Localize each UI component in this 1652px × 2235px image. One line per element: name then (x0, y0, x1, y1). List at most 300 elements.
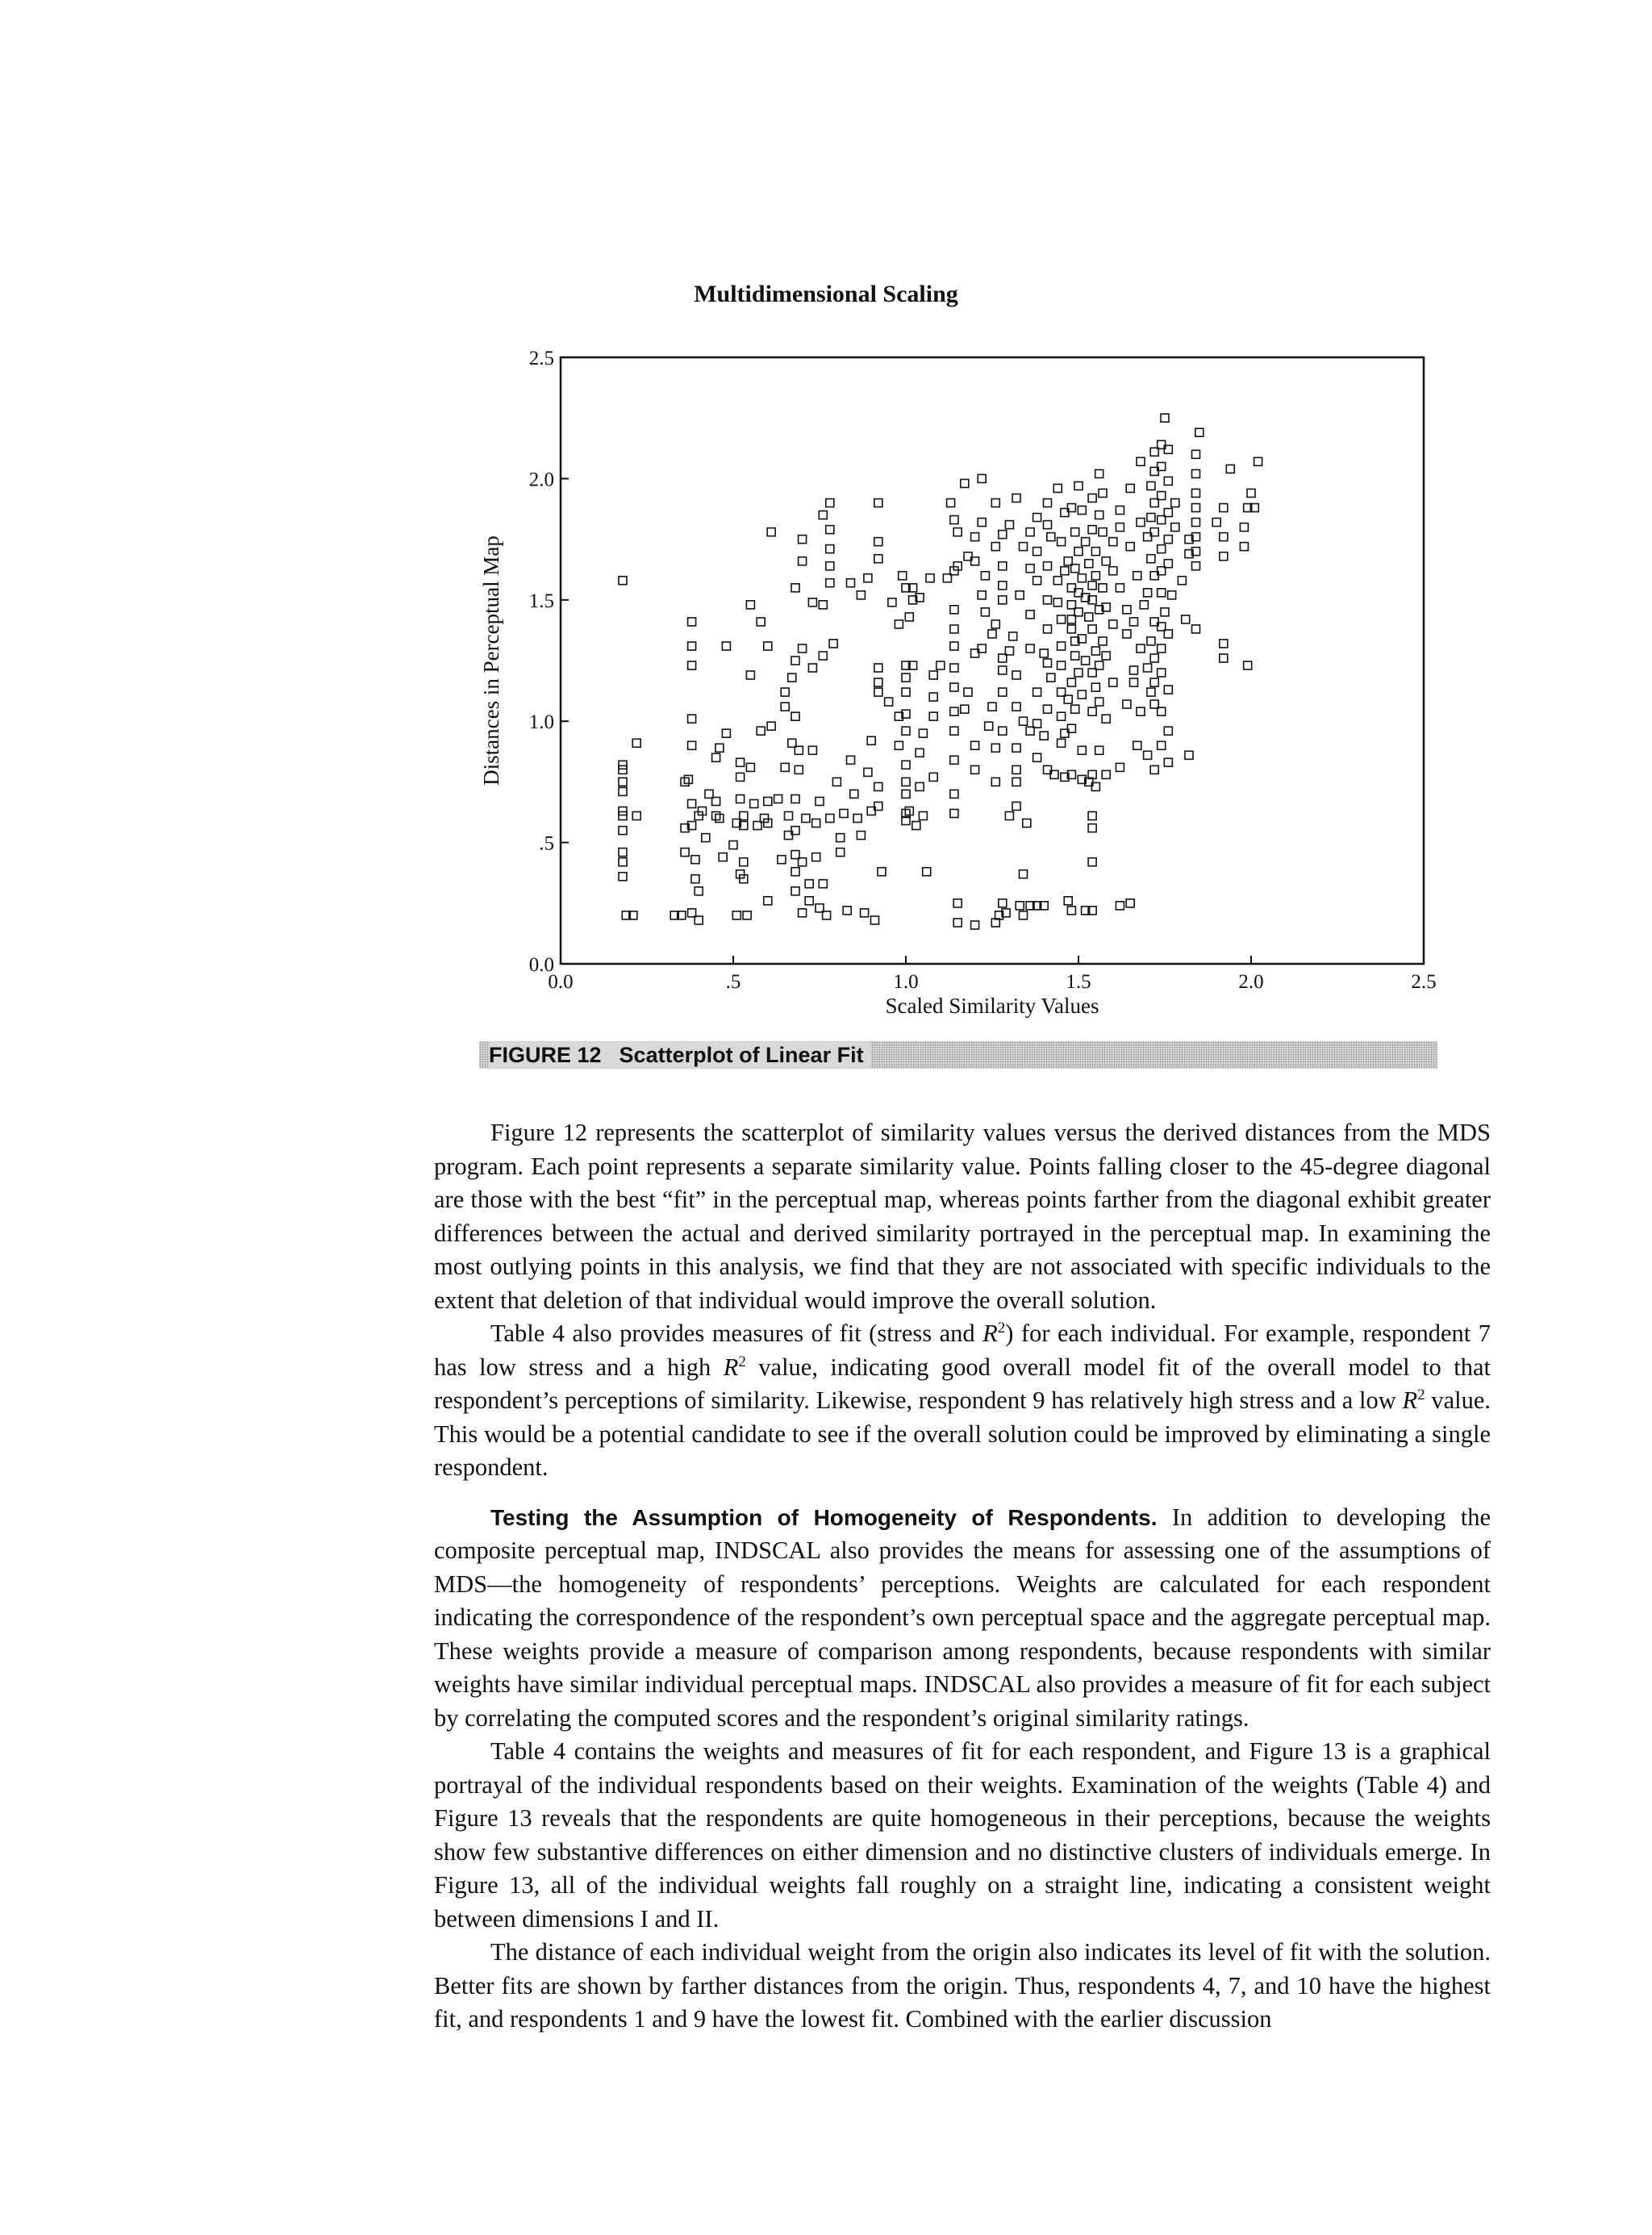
data-point (991, 499, 999, 507)
data-point (947, 499, 955, 507)
data-point (953, 919, 962, 927)
data-point (1123, 700, 1131, 708)
data-point (826, 545, 834, 553)
data-point (781, 763, 789, 771)
section-heading: Testing the Assumption of Homogeneity of Respondents. (490, 1504, 1158, 1530)
data-point (1130, 666, 1138, 674)
data-point (1192, 562, 1200, 570)
data-point (1078, 507, 1086, 515)
x-axis-label: Scaled Similarity Values (885, 994, 1099, 1018)
data-point (885, 698, 893, 706)
data-point (819, 652, 827, 660)
data-point (1012, 744, 1020, 752)
data-point (791, 712, 799, 720)
data-point (999, 582, 1007, 590)
data-point (999, 727, 1007, 735)
data-point (1099, 528, 1107, 536)
data-point (1058, 739, 1066, 747)
data-point (1212, 519, 1220, 527)
y-tick-label: 1.5 (528, 590, 554, 612)
data-point (799, 644, 807, 653)
data-point (1102, 715, 1110, 723)
data-point (619, 577, 627, 585)
data-point (847, 756, 855, 764)
data-point (857, 591, 865, 599)
data-point (1078, 574, 1086, 582)
data-point (1158, 545, 1166, 553)
data-point (1058, 661, 1066, 669)
data-point (905, 613, 913, 621)
figure-title: Scatterplot of Linear Fit (619, 1043, 864, 1067)
data-point (950, 606, 958, 614)
data-point (1091, 548, 1099, 556)
data-point (874, 782, 882, 790)
x-tick-label: .5 (725, 971, 741, 993)
data-point (971, 741, 979, 749)
data-point (1033, 753, 1041, 761)
data-point (1109, 620, 1117, 628)
data-point (1164, 727, 1172, 735)
data-point (1026, 644, 1034, 653)
data-point (774, 795, 782, 803)
data-point (1192, 450, 1200, 458)
data-point (1116, 902, 1124, 910)
data-point (1220, 552, 1228, 561)
data-point (953, 899, 962, 907)
data-point (619, 849, 627, 857)
y-tick-label: 2.0 (528, 469, 554, 491)
data-point (1254, 457, 1262, 465)
data-point (1085, 613, 1093, 621)
running-head: Multidimensional Scaling (694, 281, 958, 307)
data-point (805, 880, 813, 888)
data-point (991, 744, 999, 752)
data-point (1082, 538, 1090, 546)
data-point (1137, 644, 1145, 653)
paragraph-4: Table 4 contains the weights and measures of fit for each respondent, and Figure 13 is a graphical portrayal of the individual respondents based on their weights. Examination of the weights (Table 4) and Figure 13 reveals that the respondents are quite homogeneous in their perceptions, because the weights show few substantive differences on either dimension and no distinctive clusters of individuals emerge. In Figure 13, all of the individual weights fall roughly on a straight line, indicating a consistent weight between dimensions I and II. (434, 1737, 1491, 1933)
data-point (1192, 519, 1200, 527)
data-point (1102, 652, 1110, 660)
data-point (1067, 907, 1075, 915)
data-point (950, 683, 958, 691)
data-point (1126, 899, 1134, 907)
data-point (805, 897, 813, 905)
data-point (1012, 778, 1020, 786)
data-point (1074, 548, 1083, 556)
data-point (712, 753, 720, 761)
data-point (1133, 741, 1141, 749)
data-point (1168, 591, 1176, 599)
data-point (1116, 763, 1124, 771)
data-point (1226, 465, 1234, 473)
data-point (991, 778, 999, 786)
data-point (1020, 543, 1028, 551)
data-point (1044, 499, 1052, 507)
data-point (1012, 671, 1020, 679)
data-point (1088, 812, 1096, 820)
data-point (619, 807, 627, 815)
data-point (767, 722, 775, 730)
data-point (1102, 557, 1110, 565)
data-point (950, 625, 958, 633)
data-point (1091, 572, 1099, 580)
data-point (985, 722, 993, 730)
data-point (1164, 536, 1172, 544)
p2-part-d: value. This would be a potential candidate to see if the overall solution could be improved by eliminating a single respondent. (434, 1386, 1491, 1481)
data-point (1044, 521, 1052, 529)
data-point (991, 543, 999, 551)
data-point (1126, 484, 1134, 492)
data-point (1147, 514, 1155, 522)
data-point (736, 773, 745, 781)
x-axis-ticks (548, 956, 1436, 993)
data-point (1026, 565, 1034, 573)
data-point (1144, 751, 1152, 759)
data-point (688, 741, 696, 749)
data-point (764, 798, 772, 806)
data-point (999, 531, 1007, 539)
data-point (929, 712, 937, 720)
data-point (746, 601, 754, 609)
data-point (836, 834, 845, 842)
data-point (1082, 657, 1090, 665)
data-point (1109, 567, 1117, 575)
data-point (964, 688, 972, 696)
data-point (681, 849, 689, 857)
data-point (1195, 428, 1204, 436)
data-point (864, 768, 872, 776)
data-point (912, 822, 920, 830)
data-point (1164, 686, 1172, 694)
data-point (1044, 625, 1052, 633)
data-point (619, 765, 627, 773)
data-point (808, 598, 816, 607)
p2-part-b: ) for each individual. For example, respondent 7 has low stress and a high (434, 1320, 1491, 1381)
data-point (1020, 717, 1028, 725)
data-point (1044, 596, 1052, 604)
data-point (722, 642, 730, 650)
data-point (1099, 637, 1107, 645)
x-tick-label: 1.5 (1066, 971, 1091, 993)
data-point (1074, 482, 1083, 490)
data-point (1150, 678, 1158, 686)
data-point (857, 832, 865, 840)
data-point (819, 880, 827, 888)
data-point (1137, 707, 1145, 715)
data-point (1192, 504, 1200, 512)
data-point (1071, 705, 1079, 713)
data-point (1078, 746, 1086, 754)
data-point (1126, 543, 1134, 551)
data-point (1012, 494, 1020, 502)
data-point (971, 921, 979, 929)
data-point (688, 618, 696, 626)
data-point (1147, 555, 1155, 563)
data-point (1116, 507, 1124, 515)
data-point (736, 795, 745, 803)
data-point (1053, 598, 1062, 607)
data-point (1058, 615, 1066, 623)
data-point (978, 519, 986, 527)
figure-caption (489, 1042, 870, 1068)
data-point (950, 642, 958, 650)
scatterplot-chart (0, 0, 1652, 1049)
data-point (1009, 632, 1017, 640)
plot-frame (561, 357, 1424, 964)
data-point (1220, 504, 1228, 512)
data-point (1150, 765, 1158, 773)
p3-text: In addition to developing the composite perceptual map, INDSCAL also provides the means for assessing one of the assumptions of MDS—the homogeneity of respondents’ perceptions. Weights are calculated for each respondent indicating the correspondence of the respondent’s own perceptual space and the aggregate perceptual map. These weights provide a measure of comparison among respondents, because respondents with similar weights have similar individual perceptual maps. INDSCAL also provides a measure of fit for each subject by correlating the computed scores and the respondent’s original similarity ratings. (434, 1503, 1491, 1732)
data-point (895, 620, 903, 628)
data-points (619, 414, 1262, 929)
data-point (1192, 469, 1200, 477)
data-point (791, 657, 799, 665)
data-point (619, 858, 627, 866)
data-point (923, 868, 931, 876)
data-point (874, 538, 882, 546)
data-point (688, 642, 696, 650)
y-axis-label: Distances in Perceptual Map (479, 536, 503, 786)
data-point (719, 853, 727, 861)
data-point (926, 574, 934, 582)
data-point (691, 875, 699, 883)
data-point (1088, 582, 1096, 590)
data-point (688, 661, 696, 669)
data-point (729, 841, 737, 849)
data-point (1005, 521, 1013, 529)
paragraph-1: Figure 12 represents the scatterplot of similarity values versus the derived distances from the MDS program. Each point represents a separate similarity value. Points falling closer to the 45-degree diagonal are those with the best “fit” in the perceptual map, whereas points farther from the diagonal exhibit greater differences between the actual and derived similarity portrayed in the perceptual map. In examining the most outlying points in this analysis, we find that they are not associated with specific individuals to the extent that deletion of that individual would improve the overall solution. (434, 1119, 1491, 1314)
data-point (743, 911, 751, 919)
data-point (812, 819, 820, 828)
data-point (878, 868, 886, 876)
data-point (1088, 707, 1096, 715)
data-point (816, 798, 824, 806)
data-point (953, 528, 962, 536)
data-point (619, 873, 627, 881)
data-point (1088, 526, 1096, 534)
data-point (929, 671, 937, 679)
data-point (1061, 567, 1069, 575)
data-point (1033, 548, 1041, 556)
data-point (978, 591, 986, 599)
data-point (902, 727, 910, 735)
data-point (1020, 911, 1028, 919)
data-point (895, 741, 903, 749)
data-point (826, 815, 834, 823)
figure-caption-bar (479, 1041, 1437, 1069)
data-point (1147, 482, 1155, 490)
data-point (832, 778, 841, 786)
y-tick-label: 0.0 (528, 954, 554, 976)
data-point (802, 815, 810, 823)
data-point (961, 705, 969, 713)
data-point (808, 746, 816, 754)
data-point (840, 810, 848, 818)
data-point (1144, 589, 1152, 597)
data-point (999, 596, 1007, 604)
data-point (1071, 652, 1079, 660)
data-point (1240, 543, 1248, 551)
data-point (691, 856, 699, 864)
data-point (1147, 688, 1155, 696)
data-point (1102, 770, 1110, 778)
data-point (978, 474, 986, 482)
data-point (1161, 414, 1169, 422)
data-point (746, 763, 754, 771)
data-point (688, 800, 696, 808)
data-point (999, 899, 1007, 907)
data-point (971, 765, 979, 773)
data-point (1091, 647, 1099, 655)
data-point (1016, 591, 1024, 599)
data-point (1064, 897, 1072, 905)
data-point (991, 620, 999, 628)
data-point (871, 916, 879, 924)
y-tick-label: 2.5 (528, 348, 554, 369)
data-point (695, 887, 703, 895)
data-point (1244, 661, 1252, 669)
data-point (1067, 625, 1075, 633)
data-point (750, 800, 758, 808)
data-point (767, 528, 775, 536)
data-point (799, 909, 807, 917)
data-point (1044, 562, 1052, 570)
data-point (826, 499, 834, 507)
data-point (1012, 703, 1020, 711)
data-point (1144, 664, 1152, 672)
data-point (1071, 528, 1079, 536)
data-point (864, 574, 872, 582)
data-point (619, 812, 627, 820)
data-point (1088, 625, 1096, 633)
data-point (757, 618, 765, 626)
data-point (740, 858, 748, 866)
data-point (902, 790, 910, 798)
data-point (999, 562, 1007, 570)
data-point (1109, 538, 1117, 546)
data-point (819, 601, 827, 609)
data-point (937, 661, 945, 669)
data-point (874, 499, 882, 507)
data-point (619, 827, 627, 835)
data-point (1044, 659, 1052, 667)
x-tick-label: 1.0 (893, 971, 919, 993)
data-point (1005, 812, 1013, 820)
figure-label: FIGURE 12 (489, 1043, 602, 1067)
data-point (632, 812, 640, 820)
data-point (1158, 741, 1166, 749)
data-point (1192, 625, 1200, 633)
data-point (1047, 533, 1055, 541)
data-point (988, 630, 996, 638)
x-tick-label: 2.0 (1238, 971, 1264, 993)
data-point (829, 640, 837, 648)
data-point (861, 909, 869, 917)
data-point (1012, 803, 1020, 811)
data-point (764, 897, 772, 905)
data-point (1161, 608, 1169, 616)
data-point (1020, 870, 1028, 878)
data-point (1047, 673, 1055, 682)
data-point (1147, 637, 1155, 645)
data-point (999, 666, 1007, 674)
data-point (1133, 572, 1141, 580)
data-point (1078, 690, 1086, 698)
data-point (1058, 642, 1066, 650)
data-point (1178, 577, 1186, 585)
data-point (1033, 577, 1041, 585)
data-point (619, 761, 627, 769)
data-point (757, 727, 765, 735)
data-point (1099, 584, 1107, 592)
data-point (1095, 746, 1103, 754)
data-point (1140, 601, 1148, 609)
data-point (1130, 678, 1138, 686)
x-tick-label: 2.5 (1411, 971, 1437, 993)
data-point (619, 787, 627, 795)
data-point (722, 729, 730, 737)
paragraph-2 (434, 1317, 1491, 1485)
data-point (715, 744, 724, 752)
data-point (795, 765, 803, 773)
y-tick-label: 1.0 (528, 711, 554, 734)
data-point (1137, 457, 1145, 465)
data-point (1053, 484, 1062, 492)
data-point (902, 761, 910, 769)
data-point (808, 664, 816, 672)
data-point (843, 907, 851, 915)
data-point (950, 727, 958, 735)
data-point (1088, 494, 1096, 502)
data-point (1016, 902, 1024, 910)
data-point (1091, 683, 1099, 691)
data-point (1220, 533, 1228, 541)
data-point (1095, 511, 1103, 519)
data-point (819, 511, 827, 519)
x-tick-label: 0.0 (548, 971, 574, 993)
data-point (791, 795, 799, 803)
data-point (1088, 858, 1096, 866)
data-point (850, 790, 858, 798)
data-point (1058, 538, 1066, 546)
data-point (1040, 649, 1048, 657)
paragraph-3 (434, 1501, 1491, 1736)
data-point (702, 834, 710, 842)
data-point (791, 887, 799, 895)
data-point (632, 739, 640, 747)
data-point (899, 572, 907, 580)
data-point (1116, 523, 1124, 532)
data-point (791, 584, 799, 592)
data-point (781, 688, 789, 696)
data-point (1044, 705, 1052, 713)
data-point (1171, 523, 1179, 532)
data-point (1158, 644, 1166, 653)
data-point (988, 703, 996, 711)
data-point (781, 703, 789, 711)
data-point (732, 911, 740, 919)
r-symbol: R (1402, 1386, 1418, 1414)
data-point (791, 868, 799, 876)
data-point (1130, 618, 1138, 626)
data-point (1053, 577, 1062, 585)
data-point (874, 678, 882, 686)
data-point (1137, 519, 1145, 527)
data-point (950, 707, 958, 715)
data-point (902, 688, 910, 696)
r-symbol: R (723, 1353, 739, 1381)
data-point (950, 664, 958, 672)
